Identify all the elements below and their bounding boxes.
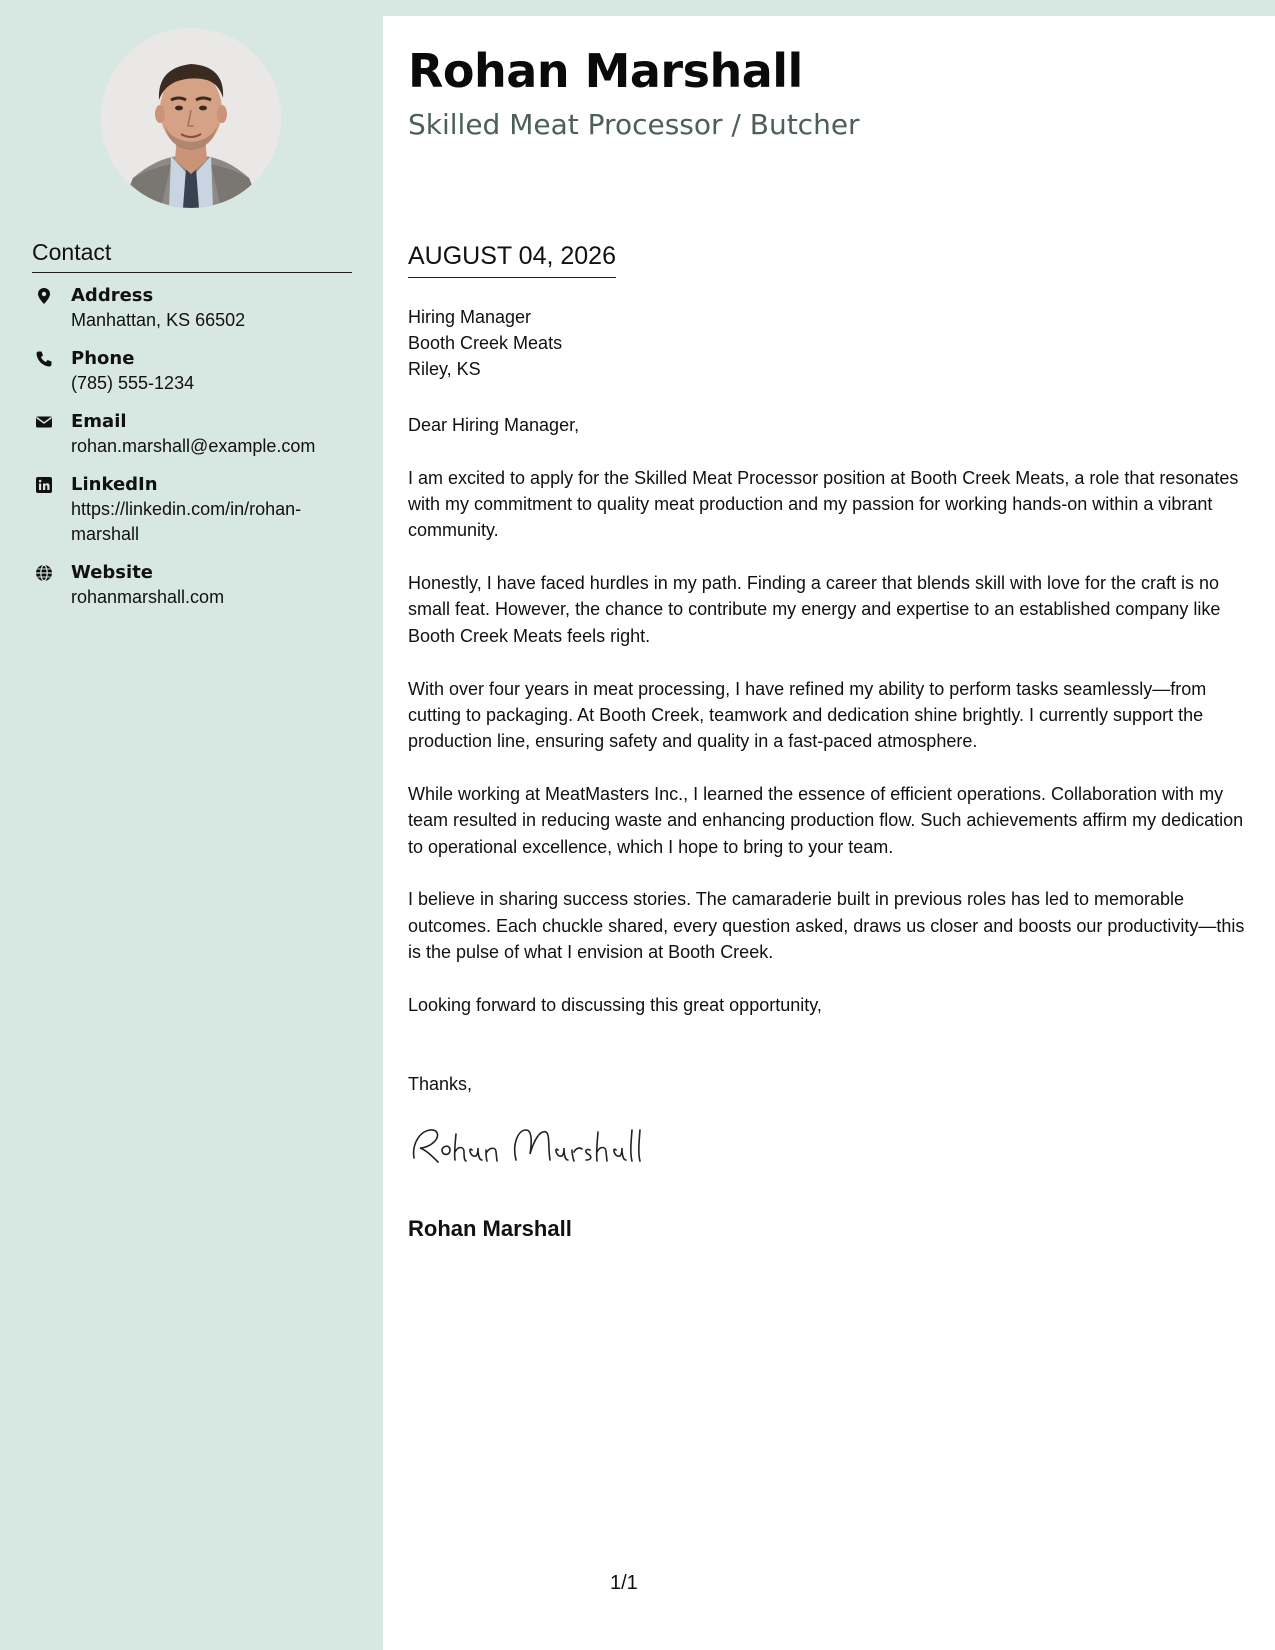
phone-icon: [35, 350, 53, 368]
letter-paragraph: While working at MeatMasters Inc., I learned the essence of efficient operations. Collaboration with my team resulted in reducing waste and enhancing production flow. Such achievements affirm my dedication to operational excellence, which I hope to bring to your team.: [408, 783, 1244, 857]
profile-photo: [101, 28, 281, 208]
contact-item-address: [32, 284, 362, 333]
contact-item-linkedin: [32, 473, 362, 547]
closing-line: Looking forward to discussing this great opportunity,: [408, 994, 822, 1015]
salutation: Dear Hiring Manager,: [408, 415, 580, 435]
signer-name: Rohan Marshall: [408, 1216, 572, 1241]
letter-body: [383, 16, 1275, 1650]
envelope-icon: [35, 413, 53, 431]
phone-value: (785) 555-1234: [71, 373, 195, 393]
linkedin-icon: [35, 476, 53, 494]
email-value: rohan.marshall@example.com: [71, 436, 316, 456]
profile-photo-image: [101, 28, 281, 208]
location-pin-icon: [35, 287, 53, 305]
contact-item-email: [32, 410, 362, 459]
address-value: Manhattan, KS 66502: [71, 310, 246, 330]
page-number: 1/1: [610, 1572, 638, 1594]
sidebar: [0, 0, 383, 1650]
linkedin-value[interactable]: https://linkedin.com/in/rohan-marshall: [71, 499, 302, 544]
contact-list: [32, 284, 362, 624]
contact-item-website: [32, 561, 362, 610]
recipient-line: Hiring Manager: [408, 307, 532, 327]
signature-graphic: [408, 1120, 668, 1170]
letter-paragraph: I am excited to apply for the Skilled Meat Processor position at Booth Creek Meats, a role that resonates with my commitment to quality meat production and my passion for working hands-on within a vibrant community.: [408, 467, 1239, 541]
website-label: Website: [71, 562, 154, 583]
job-title: Skilled Meat Processor / Butcher: [408, 108, 860, 141]
handwritten-signature: [408, 1120, 668, 1175]
closing: Thanks,: [408, 1074, 473, 1094]
letter-paragraph: I believe in sharing success stories. The camaraderie built in previous roles has led to memorable outcomes. Each chuckle shared, every question asked, draws us closer and boosts our productivity—this is the pulse of what I envision at Booth Creek.: [408, 889, 1245, 962]
contact-item-phone: [32, 347, 362, 396]
letter-content: [408, 412, 1248, 1045]
address-label: Address: [71, 285, 154, 306]
letter-paragraph: Honestly, I have faced hurdles in my path. Finding a career that blends skill with love for the craft is no small feat. However, the chance to contribute my energy and expertise to an established company like Booth Creek Meats feels right.: [408, 573, 1221, 646]
contact-heading: Contact: [32, 239, 352, 273]
website-value[interactable]: rohanmarshall.com: [71, 587, 225, 607]
applicant-name: Rohan Marshall: [408, 44, 803, 98]
email-label: Email: [71, 411, 127, 432]
phone-label: Phone: [71, 348, 135, 369]
recipient-line: Riley, KS: [408, 359, 481, 379]
recipient-line: Booth Creek Meats: [408, 333, 563, 353]
linkedin-label: LinkedIn: [71, 474, 158, 495]
letter-paragraph: With over four years in meat processing, I have refined my ability to perform tasks seamlessly—from cutting to packaging. At Booth Creek, teamwork and dedication shine brightly. I currently support the production line, ensuring safety and quality in a fast-paced atmosphere.: [408, 678, 1207, 752]
letter-date: AUGUST 04, 2026: [408, 242, 616, 278]
recipient-block: [408, 304, 562, 382]
globe-icon: [35, 564, 53, 582]
